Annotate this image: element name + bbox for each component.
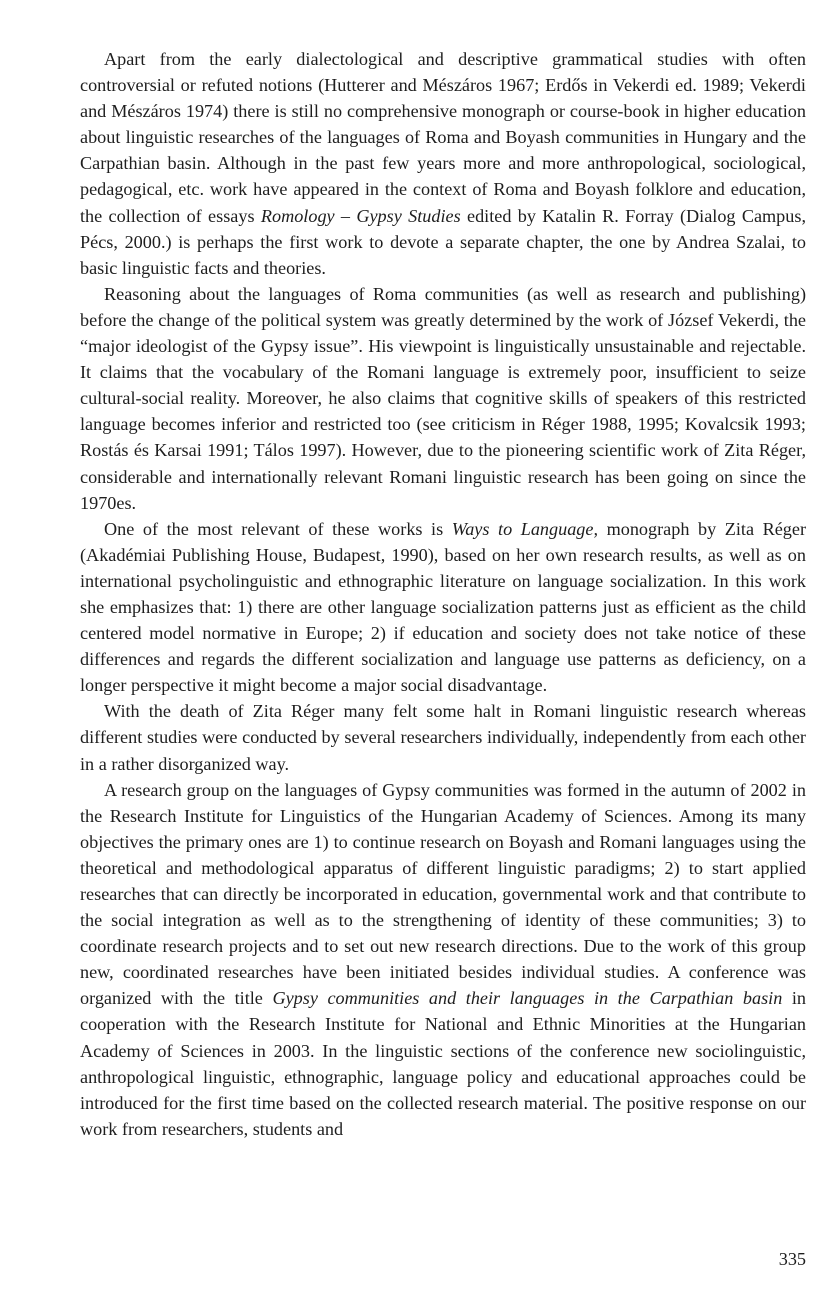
para-3-title-ways-to-language: Ways to Language, <box>451 518 599 539</box>
page-body <box>80 46 806 1142</box>
para-5-title-conference: Gypsy communities and their languages in the Carpathian basin <box>272 988 783 1009</box>
para-5-part-1: A research group on the languages of Gypsy communities was formed in the autumn of 2002 in the Research Institute for Linguistics of the Hungarian Academy of Sciences. Among its many objectives the primary ones are 1) to continue research on Boyash and Romani languages using the theoretical and methodological apparatus of different linguistic paradigms; 2) to start applied researches that can directly be incorporated in education, governmental work and that contribute to the social integration as well as to the strengthening of identity of these communities; 3) to coordinate research projects and to set out new research directions. Due to the work of this group new, coordinated researches have been initiated besides individual studies. A conference was organized with the title <box>80 779 806 1009</box>
para-3-part-1: One of the most relevant of these works is <box>104 518 452 539</box>
paragraph-4 <box>80 698 806 776</box>
para-1-part-1: Apart from the early dialectological and descriptive grammatical studies with often controversial or refuted notions (Hutterer and Mészáros 1967; Erdős in Vekerdi ed. 1989; Vekerdi and Mészáros 1974) there is still no comprehensive monograph or course-book in higher education about linguistic researches of the languages of Roma and Boyash communities in Hungary and the Carpathian basin. Although in the past few years more and more anthropological, sociological, pedagogical, etc. work have appeared in the context of Roma and Boyash folklore and education, the collection of essays <box>80 49 806 226</box>
paragraph-3 <box>80 516 806 699</box>
paragraph-5 <box>80 777 806 1142</box>
para-2-part-1: Reasoning about the languages of Roma communities (as well as research and publishing) before the change of the political system was greatly determined by the work of József Vekerdi, the “major ideologist of the Gypsy issue”. His viewpoint is linguistically unsustainable and rejectable. It claims that the vocabulary of the Romani language is extremely poor, insufficient to seize cultural-social reality. Moreover, he also claims that cognitive skills of speakers of this restricted language becomes inferior and restricted too (see criticism in Réger 1988, 1995; Kovalcsik 1993; Rostás és Karsai 1991; Tálos 1997). However, due to the pioneering scientific work of Zita Réger, considerable and internationally relevant Romani linguistic research has been going on since the 1970es. <box>80 283 806 513</box>
para-5-part-3: in cooperation with the Research Institute for National and Ethnic Minorities at the Hungarian Academy of Sciences in 2003. In the linguistic sections of the conference new sociolinguistic, anthropological linguistic, ethnographic, language policy and educational approaches could be introduced for the first time based on the collected research material. The positive response on our work from researchers, students and <box>80 988 806 1139</box>
para-1-title-romology: Romology – Gypsy Studies <box>260 205 461 226</box>
page-number: 335 <box>778 1249 806 1269</box>
para-1-part-3: edited by Katalin R. Forray (Dialog Campus, Pécs, 2000.) is perhaps the first work to devote a separate chapter, the one by Andrea Szalai, to basic linguistic facts and theories. <box>80 205 806 278</box>
paragraph-2 <box>80 281 806 516</box>
para-3-part-3: monograph by Zita Réger (Akadémiai Publishing House, Budapest, 1990), based on her own research results, as well as on international psycholinguistic and ethnographic literature on language socialization. In this work she emphasizes that: 1) there are other language socialization patterns just as efficient as the child centered model normative in Europe; 2) if education and society does not take notice of these differences and regards the different socialization and language use patterns as deficiency, on a longer perspective it might become a major social disadvantage. <box>80 518 807 696</box>
para-4-part-1: With the death of Zita Réger many felt some halt in Romani linguistic research whereas different studies were conducted by several researchers individually, independently from each other in a rather disorganized way. <box>80 701 806 774</box>
paragraph-1 <box>80 46 806 281</box>
